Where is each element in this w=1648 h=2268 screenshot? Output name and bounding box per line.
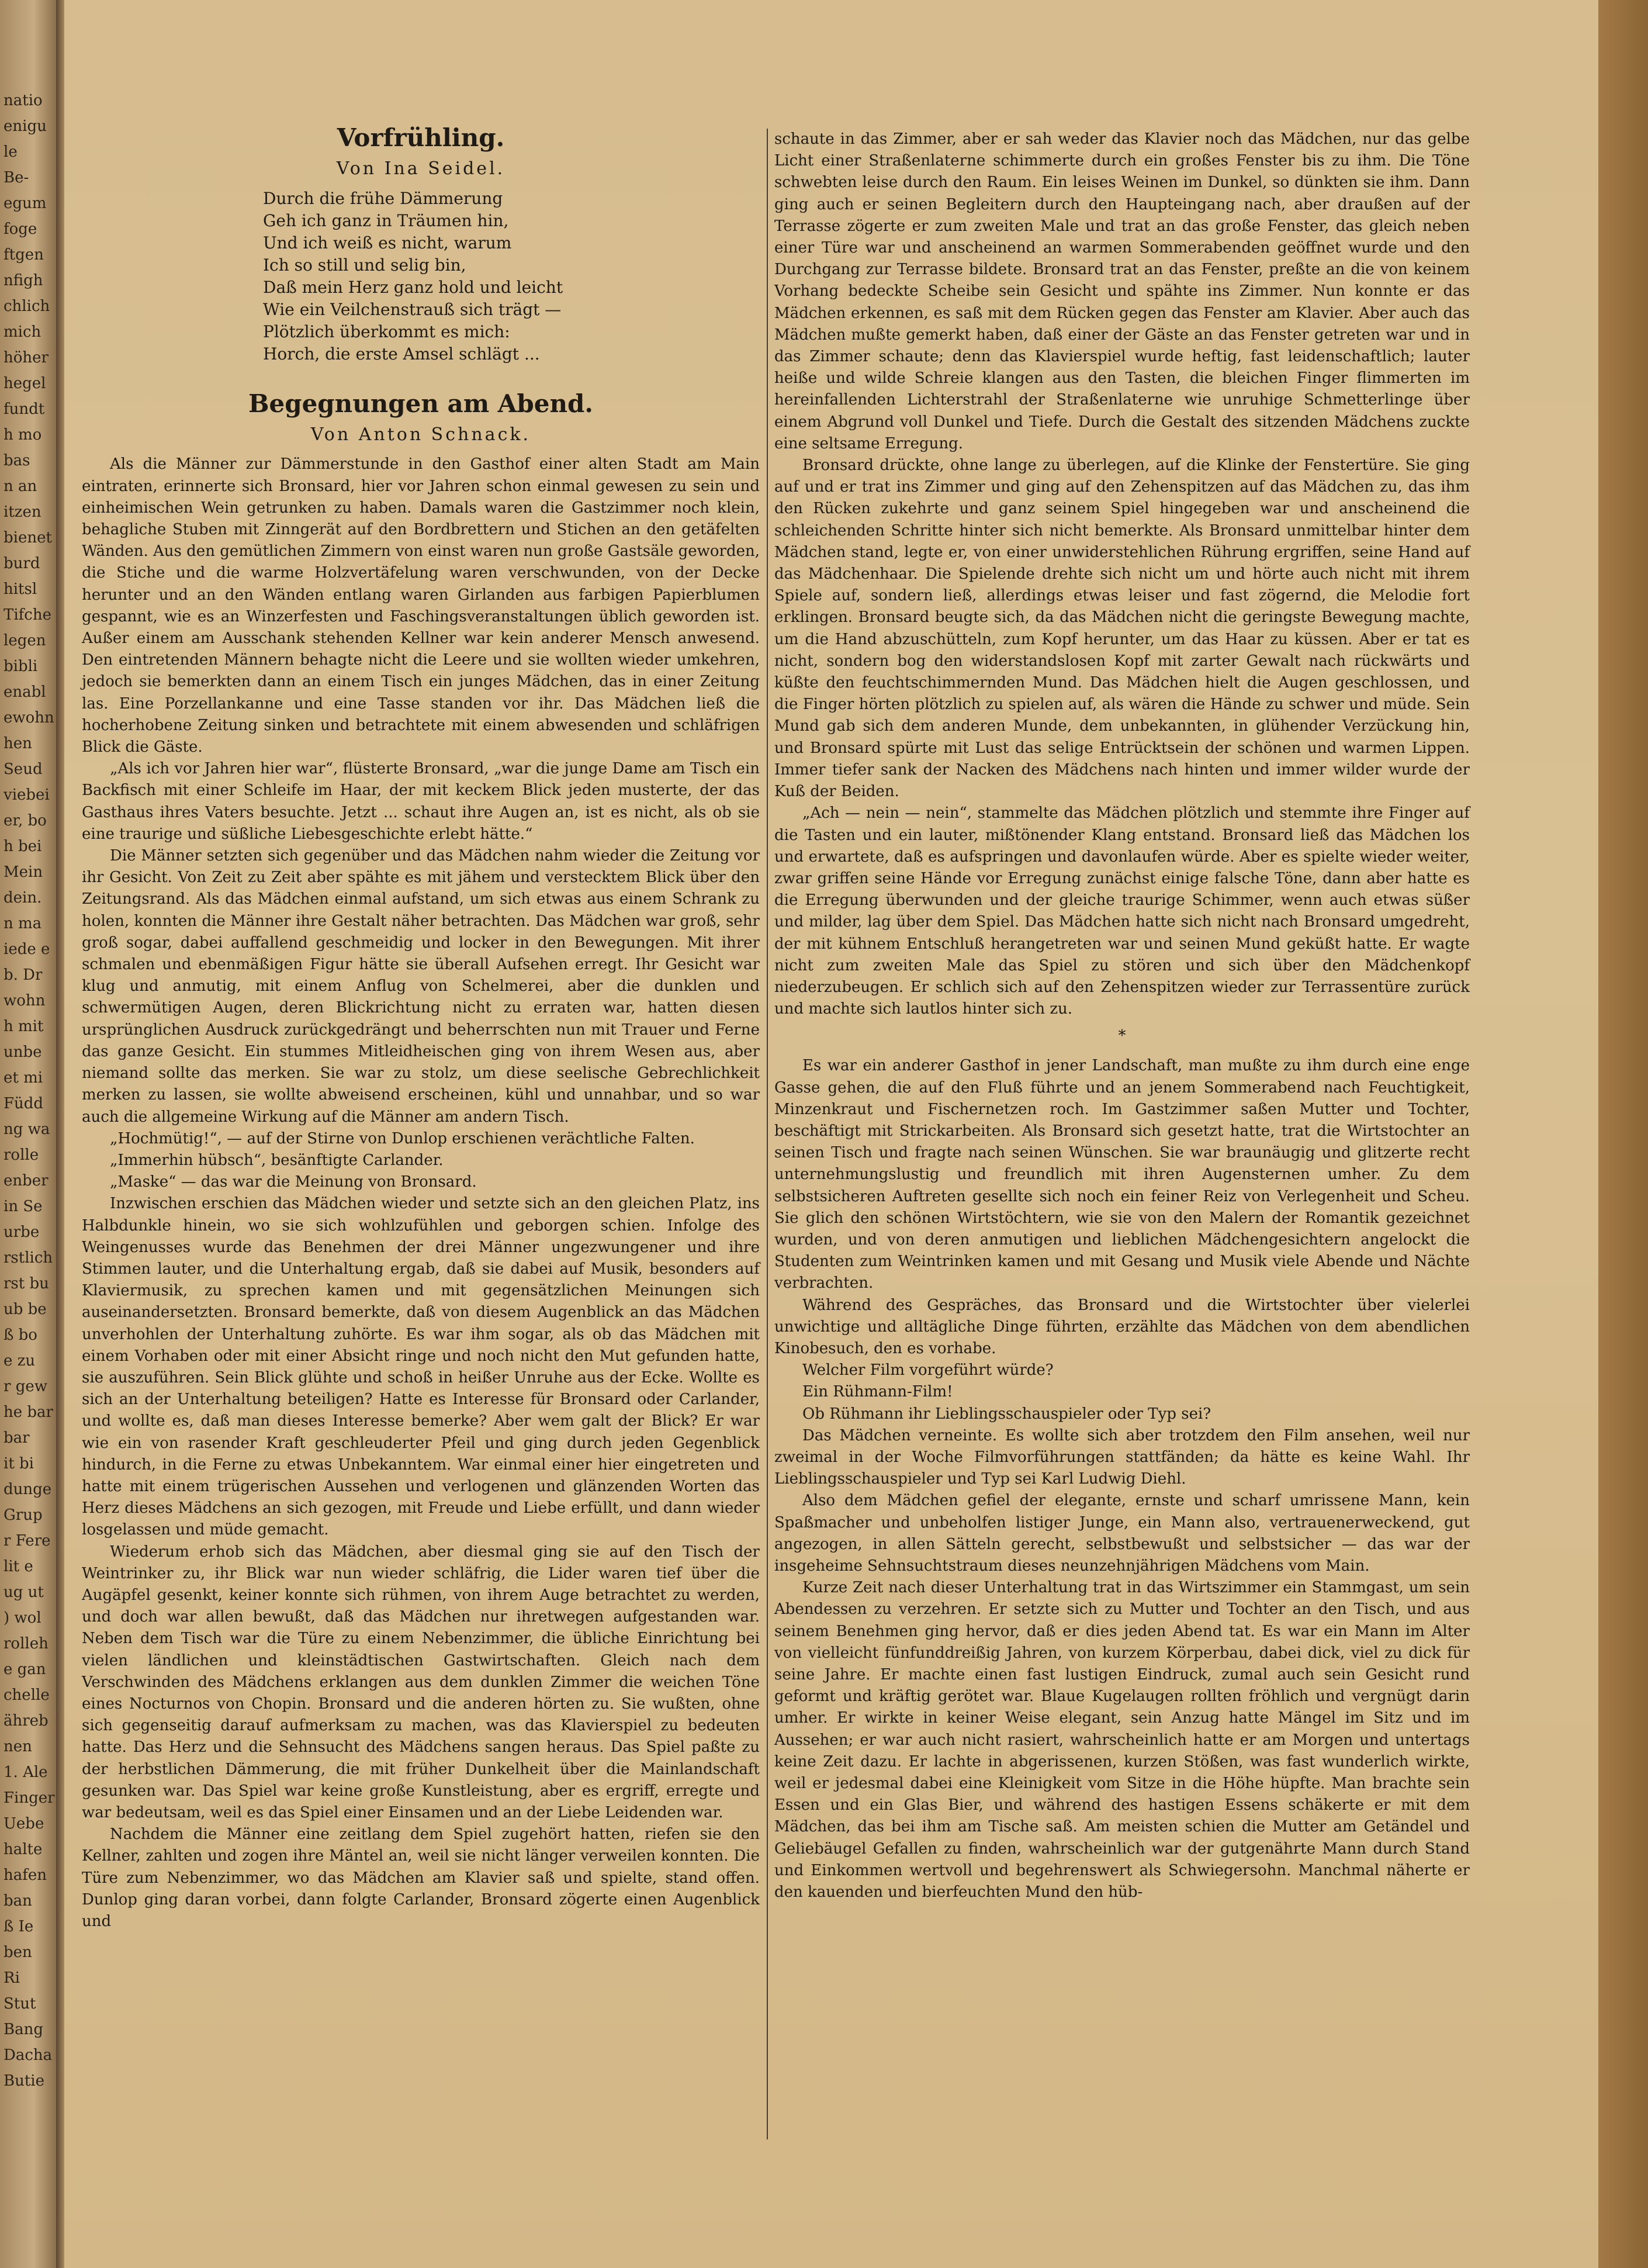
adjacent-page-fragment: Seud: [4, 760, 43, 778]
column-rule: [767, 129, 768, 2139]
adjacent-page-fragment: Füdd: [4, 1095, 44, 1112]
story-paragraph: schaute in das Zimmer, aber er sah weder das Klavier noch das Mädchen, nur das gelbe Licht einer Straßenlaterne schimmerte durch ein großes Fenster bis zu ihm. Die Töne schwebten leise durch den Raum. Ein leises Weinen im Dunkel, so dünkten sie ihm. Dann ging auch er seinen Begleitern durch den Haupteingang nach, aber draußen auf der Terrasse zögerte er zum zweiten Male und trat an das große Fenster, das gleich neben einer Türe war und anscheinend an warmen Sommerabenden geöffnet wurde und den Durchgang zur Terrasse bildete. Bronsard trat an das Fenster, preßte an die von keinem Vorhang bedeckte Scheibe sein Gesicht und spähte ins Zimmer. Nun konnte er das Mädchen erkennen, es saß mit dem Rücken gegen das Fenster am Klavier. Aber auch das Mädchen mußte gemerkt haben, daß einer der Gäste an das Fenster getreten war und in das Zimmer schaute; denn das Klavierspiel wurde heftig, fast leidenschaftlich; lauter heiße und wilde Schreie klangen aus den Tasten, die bleichen Finger flimmerten im hereinfallenden Lichterstrahl der Straßenlaterne wie unruhige Schmetterlinge über einem Abgrund voll Dunkel und Tiefe. Durch die Gestalt des sitzenden Mädchens zuckte eine seltsame Erregung.: [774, 130, 1470, 452]
section-break: *: [1118, 1027, 1126, 1045]
adjacent-page-fragment: rst bu: [4, 1275, 49, 1292]
adjacent-page-fragment: bibli: [4, 658, 38, 675]
adjacent-page-fragment: natio: [4, 92, 43, 109]
poem-line: Ich so still und selig bin,: [263, 255, 466, 275]
adjacent-page-fragment: unbe: [4, 1043, 42, 1061]
adjacent-page-fragment: ß Ie: [4, 1918, 34, 1935]
adjacent-page-fragment: foge: [4, 220, 37, 238]
poem-line: Daß mein Herz ganz hold und leicht: [263, 278, 563, 298]
adjacent-page-fragment: Mein: [4, 863, 43, 881]
adjacent-page-fragment: höher: [4, 349, 49, 367]
adjacent-page-fragment: Stut: [4, 1995, 36, 2013]
adjacent-page-fragment: it bi: [4, 1455, 34, 1472]
story-paragraph: Es war ein anderer Gasthof in jener Landschaft, man mußte zu ihm durch eine enge Gasse gehen, die auf den Fluß führte und an jenem Sommerabend nach Feuchtigkeit, Minzenkraut und Fischernetzen roch. Im Gastzimmer saßen Mutter und Tochter, beschäftigt mit Strickarbeiten. Als Bronsard sich gesetzt hatte, trat die Wirtstochter an seinen Tisch und fragte nach seinen Wünschen. Sie war braunäugig und glitzerte recht unternehmungslustig und freundlich mit ihren Augensternen umher. Zu dem selbstsicheren Auftreten gesellte sich noch ein feiner Reiz von Verlegenheit und Scheu. Sie glich den schönen Wirtstöchtern, wie sie von den Malern der Romantik gezeichnet wurden, und von deren anmutigen und lieblichen Mädchengesichtern angelockt die Studenten zum Weintrinken kamen und mit Gesang und Musik viele Abende und Nächte verbrachten.: [774, 1057, 1470, 1292]
adjacent-page-fragment: le: [4, 143, 18, 161]
adjacent-page-fragment: ug ut: [4, 1584, 44, 1601]
story-paragraph: Inzwischen erschien das Mädchen wieder und setzte sich an den gleichen Platz, ins Halbdunkle hinein, wo sie sich wohlzufühlen und geborgen schien. Infolge des Weingenusses wurde das Benehmen der drei Männer ungezwungener und ihre Stimmen lauter, und die Unterhaltung ergab, daß sie dabei auf Musik, besonders auf Klaviermusik, zu sprechen kamen und mit gegensätzlichen Meinungen sich auseinandersetzten. Bronsard bemerkte, daß von diesem Augenblick an das Mädchen unverhohlen der Unterhaltung zuhörte. Es war ihm sogar, als ob das Mädchen mit einem Vorhaben oder mit einer Absicht ringe und noch nicht den Mut gefunden hatte, sie auszuführen. Sein Blick glühte und schoß in heißer Unruhe aus der Ecke. Wollte es sich an der Unterhaltung beteiligen? Hatte es Interesse für Bronsard oder Carlander, und wollte es, daß man dieses Interesse bemerke? Aber wem galt der Blick? Er war wie ein von rasender Kraft geschleuderter Pfeil und ging durch jeden Gegenblick hindurch, in die Ferne zu etwas Unbekanntem. War einmal einer hier eingetreten und hatte mit einem trügerischen Aussehen und verlogenen und glänzenden Worten das Herz dieses Mädchens an sich gezogen, mit Freude und Liebe erfüllt, und dann wieder losgelassen und müde gemacht.: [82, 1195, 760, 1539]
page-edge: [1598, 0, 1648, 2268]
adjacent-page-fragment: rolle: [4, 1146, 39, 1164]
adjacent-page-fragment: ewohn: [4, 709, 54, 727]
poem-line: Durch die frühe Dämmerung: [263, 189, 503, 209]
adjacent-page-fragment: nen: [4, 1738, 32, 1755]
poem-line: Wie ein Veilchenstrauß sich trägt —: [263, 300, 562, 320]
poem-line: Und ich weiß es nicht, warum: [263, 233, 512, 253]
story-paragraph: Wiederum erhob sich das Mädchen, aber diesmal ging sie auf den Tisch der Weintrinker zu, ihr Blick war nun wieder schläfrig, die Lider waren tief über die Augäpfel gesenkt, keiner konnte sich rühmen, von ihrem Auge betrachtet zu werden, und doch war allen bewußt, daß das Mädchen nur ihretwegen aufgestanden war. Neben dem Tisch war die Türe zu einem Nebenzimmer, die übliche Einrichtung bei vielen ländlichen und kleinstädtischen Gastwirtschaften. Gleich nach dem Verschwinden des Mädchens erklangen aus dem dunklen Zimmer die weichen Töne eines Nocturnos von Chopin. Bronsard und die anderen hörten zu. Sie wußten, ohne sich gegenseitig darauf aufmerksam zu machen, was das Klavierspiel zu bedeuten hatte. Das Herz und die Sehnsucht des Mädchens sangen heraus. Das Spiel paßte zu der herbstlichen Dämmerung, die mit früher Dunkelheit über die Mainlandschaft gesunken war. Das Spiel war keine große Kunstleistung, aber es ergriff, erregte und war bedeutsam, weil es das Spiel einer Einsamen und an der Liebe Leidenden war.: [82, 1543, 760, 1821]
story-paragraph: „Maske“ — das war die Meinung von Bronsard.: [110, 1173, 477, 1191]
story-paragraph: Als die Männer zur Dämmerstunde in den Gasthof einer alten Stadt am Main eintraten, erinnerte sich Bronsard, hier vor Jahren schon einmal gewesen zu sein und einheimischen Wein getrunken zu haben. Damals waren die Gastzimmer noch klein, behagliche Stuben mit Zinngerät auf den Bordbrettern und Stichen an den getäfelten Wänden. Aus den gemütlichen Zimmern von einst waren nun große Gastsäle geworden, die Stiche und die warme Holzvertäfelung waren verschwunden, von der Decke herunter und an den Wänden entlang waren Girlanden aus farbigen Papierblumen gespannt, wie es an Winzerfesten und Faschingsveranstaltungen üblich geworden ist. Außer einem am Ausschank stehenden Kellner war kein anderer Mensch anwesend. Den eintretenden Männern behagte nicht die Leere und sie wollten wieder umkehren, jedoch sie bemerkten dann an einem Tisch ein junges Mädchen, das in einer Zeitung las. Eine Porzellankanne und eine Tasse standen vor ihr. Das Mädchen ließ die hocherhobene Zeitung sinken und betrachtete mit einem abwesenden und schläfrigen Blick die Gäste.: [82, 455, 760, 756]
story-paragraph: Also dem Mädchen gefiel der elegante, ernste und scharf umrissene Mann, kein Spaßmacher und unbeholfen listiger Junge, ein Mann also, vertrauenerweckend, gut angezogen, in allen Sätteln gerecht, selbstbewußt und selbstsicher — das war der insgeheime Sehnsuchtstraum dieses neunzehnjährigen Mädchens vom Main.: [774, 1492, 1470, 1575]
adjacent-page-fragment: he bar: [4, 1403, 53, 1421]
adjacent-page-fragment: b. Dr: [4, 966, 43, 984]
adjacent-page-fragment: Finger: [4, 1789, 55, 1807]
adjacent-page-fragment: in Se: [4, 1198, 43, 1215]
adjacent-page-fragment: hitsl: [4, 580, 37, 598]
poem-line: Horch, die erste Amsel schlägt ...: [263, 344, 540, 364]
adjacent-page-fragment: bas: [4, 452, 30, 469]
adjacent-page-fragment: rolleh: [4, 1635, 49, 1652]
adjacent-page-fragment: ß bo: [4, 1326, 37, 1344]
dialogue-line: Welcher Film vorgeführt würde?: [802, 1361, 1054, 1380]
adjacent-page-fragment: h bei: [4, 838, 42, 855]
adjacent-page-fragment: enber: [4, 1172, 49, 1190]
poem-body: [263, 188, 760, 365]
adjacent-page-fragment: lit e: [4, 1558, 33, 1575]
adjacent-page-fragment: e zu: [4, 1352, 36, 1370]
adjacent-page-fragment: n ma: [4, 915, 42, 932]
dialogue-line: Ob Rühmann ihr Lieblingsschauspieler oder Typ sei?: [802, 1405, 1211, 1423]
adjacent-page-fragment: halte: [4, 1841, 43, 1858]
adjacent-page-fragment: dunge: [4, 1481, 52, 1498]
story-paragraph: Bronsard drückte, ohne lange zu überlegen, auf die Klinke der Fenstertüre. Sie ging auf und er trat ins Zimmer und ging auf den Zehenspitzen auf das Mädchen zu, das ihm den Rücken zukehrte und ganz seinem Spiel hingegeben war und anscheinend die schleichenden Schritte hinter sich nicht bemerkte. Als Bronsard unmittelbar hinter dem Mädchen stand, legte er, von einer unwiderstehlichen Rührung ergriffen, seine Hand auf das Mädchenhaar. Die Spielende drehte sich nicht um und hörte auch nicht mit ihrem Spiele auf, sondern ließ, allerdings etwas leiser und fast zögernd, die Melodie fort erklingen. Bronsard beugte sich, da das Mädchen nicht die geringste Bewegung machte, um die Hand abzuschütteln, zum Kopf herunter, um das Haar zu küssen. Aber er tat es nicht, sondern bog den widerstandslosen Kopf mit zarter Gewalt nach rückwärts und küßte den feuchtschimmernden Mund. Das Mädchen hielt die Augen geschlossen, und die Finger hörten plötzlich zu spielen auf, als wären die Hände zu schwer und müde. Sein Mund gab sich dem anderen Munde, dem unbekannten, in glühender Verzückung hin, und Bronsard spürte mit Lust das selige Entrücktsein der schönen und warmen Lippen. Immer tiefer sank der Nacken des Mädchens nach hinten und immer wilder wurde der Kuß der Beiden.: [774, 457, 1470, 801]
adjacent-page-fragment: chlich: [4, 298, 50, 315]
story-title: Begegnungen am Abend.: [248, 389, 593, 419]
dialogue-line: Ein Rühmann-Film!: [802, 1383, 953, 1401]
right-column: [774, 129, 1470, 1903]
adjacent-page-fragment: enigu: [4, 117, 47, 135]
adjacent-page-fragment: urbe: [4, 1223, 40, 1241]
story-paragraph: Kurze Zeit nach dieser Unterhaltung trat in das Wirtszimmer ein Stammgast, um sein Abendessen zu verzehren. Er setzte sich zu Mutter und Tochter an den Tisch, und aus seinem Benehmen ging hervor, daß er dies jeden Abend tat. Es war ein Mann im Alter von vielleicht fünfunddreißig Jahren, von kurzem Körperbau, dabei dick, viel zu dick für seine Jahre. Er machte einen fast lustigen Eindruck, zumal auch sein Gesicht rund geformt und kräftig gerötet war. Blaue Kugelaugen rollten fröhlich und vergnügt darin umher. Er wirkte in keiner Weise elegant, sein Anzug hatte Mängel im Sitz und im Aussehen; er war auch nicht rasiert, wahrscheinlich hatte er am Morgen und untertags keine Zeit dazu. Er lachte in abgerissenen, kurzen Stößen, was fast wunderlich wirkte, weil er jedesmal dabei eine Kleinigkeit vom Sitze in die Höhe hüpfte. Man brachte sein Essen und ein Glas Bier, und während des hastigen Essens schäkerte er mit dem Mädchen, das bei ihm am Tische saß. Am meisten schien die Mutter am Getändel und Geliebäugel Gefallen zu finden, wahrscheinlich war der gutgenährte Mann durch Stand und Einkommen wertvoll und begehrenswert als Schwiegersohn. Manchmal näherte er den kauenden und bierfeuchten Mund den hüb-: [774, 1579, 1470, 1901]
story-paragraph: „Als ich vor Jahren hier war“, flüsterte Bronsard, „war die junge Dame am Tisch ein Backfisch mit einer Schleife im Haar, der mit keckem Blick jeden musterte, der das Gasthaus ihres Vaters besuchte. Jetzt ... schaut ihre Augen an, ist es nicht, als ob sie eine traurige und süßliche Liebesgeschichte erlebt hätte.“: [82, 760, 760, 843]
adjacent-page-fragment: Grup: [4, 1506, 43, 1524]
adjacent-page-fragment: e gan: [4, 1661, 46, 1678]
adjacent-page-fragment: ben: [4, 1944, 32, 1961]
adjacent-page-fragment: ub be: [4, 1301, 47, 1318]
adjacent-page-fragment: bar: [4, 1429, 30, 1447]
adjacent-page-fragment: ftgen: [4, 246, 44, 264]
adjacent-page-fragment: Tifche: [4, 606, 51, 624]
adjacent-page-fragment: ng wa: [4, 1121, 50, 1138]
poem-byline: Von Ina Seidel.: [336, 158, 506, 179]
poem-line: Plötzlich überkommt es mich:: [263, 322, 510, 342]
story-paragraph: „Hochmütig!“, — auf der Stirne von Dunlop erschienen verächtliche Falten.: [110, 1129, 695, 1147]
adjacent-page-fragment: viebei: [4, 786, 50, 804]
story-byline: Von Anton Schnack.: [310, 424, 531, 445]
adjacent-page-fragment: mich: [4, 323, 41, 341]
adjacent-page-fragment: enabl: [4, 683, 46, 701]
story-paragraph: „Immerhin hübsch“, besänftigte Carlander.: [110, 1151, 444, 1169]
adjacent-page-fragment: r gew: [4, 1378, 47, 1395]
adjacent-page-strip: [0, 0, 56, 2268]
adjacent-page-fragment: chelle: [4, 1686, 50, 1704]
story-paragraph: Während des Gespräches, das Bronsard und die Wirtstochter über vielerlei unwichtige und alltägliche Dinge führten, erzählte das Mädchen von dem abendlichen Kinobesuch, den es vorhabe.: [774, 1296, 1470, 1357]
adjacent-page-fragment: Be-: [4, 169, 29, 186]
adjacent-page-fragment: hafen: [4, 1866, 47, 1884]
adjacent-page-fragment: legen: [4, 632, 46, 649]
adjacent-page-fragment: Ri: [4, 1969, 20, 1987]
adjacent-page-fragment: et mi: [4, 1069, 43, 1087]
story-paragraph: Die Männer setzten sich gegenüber und das Mädchen nahm wieder die Zeitung vor ihr Gesicht. Von Zeit zu Zeit aber spähte es mit jähem und verstecktem Blick über den Zeitungsrand. Als das Mädchen einmal aufstand, um sich etwas aus einem Schrank zu holen, konnten die Männer ihre Gestalt näher betrachten. Das Mädchen war groß, sehr groß sogar, dabei auffallend geschmeidig und locker in den Bewegungen. Mit ihrer schmalen und ebenmäßigen Figur hätte sie überall Aufsehen erregt. Ihr Gesicht war klug und anmutig, mit einem Anflug von Schelmerei, aber die dunklen und schwermütigen Augen, deren Blickrichtung nicht zu erraten war, hatten diesen ursprünglichen Ausdruck zurückgedrängt und beherrschten nun mit Trauer und Ferne das ganze Gesicht. Ein stummes Mitleidheischen ging von ihrem Wesen aus, aber niemand sollte das merken. Sie war zu stolz, um diese seelische Gebrechlichkeit merken zu lassen, sie wollte abweisend erscheinen, kühl und unnahbar, und so war auch die allgemeine Wirkung auf die Männer am andern Tisch.: [82, 847, 760, 1126]
adjacent-page-fragment: burd: [4, 555, 40, 572]
adjacent-page-fragment: hen: [4, 735, 32, 752]
newspaper-page: [64, 0, 1598, 2268]
story-paragraph: „Ach — nein — nein“, stammelte das Mädchen plötzlich und stemmte ihre Finger auf die Tasten und ein lauter, mißtönender Klang entstand. Bronsard ließ das Mädchen los und erwartete, daß es aufspringen und davonlaufen würde. Aber es spielte wieder weiter, zwar griffen seine Hände vor Erregung zunächst einige falsche Töne, dann aber hatte es die Erregung überwunden und der gleiche traurige Schimmer, wenn auch etwas süßer und milder, lag über dem Spiel. Das Mädchen hatte sich nicht nach Bronsard umgedreht, der mit kühnem Entschluß herangetreten war und seinen Mund geküßt hatte. Er wagte nicht zum zweiten Male das Spiel zu stören und sich über den Mädchenkopf niederzubeugen. Er schlich sich auf den Zehenspitzen wieder zur Terrassentüre zurück und machte sich lautlos hinter sich zu.: [774, 804, 1470, 1018]
adjacent-page-fragment: r Fere: [4, 1532, 51, 1550]
adjacent-page-fragment: Uebe: [4, 1815, 44, 1833]
adjacent-page-fragment: hegel: [4, 375, 46, 392]
adjacent-page-fragment: itzen: [4, 503, 41, 521]
adjacent-page-fragment: bienet: [4, 529, 52, 547]
adjacent-page-fragment: 1. Ale: [4, 1764, 48, 1781]
poem-title: Vorfrühling.: [337, 123, 505, 152]
adjacent-page-fragment: ähreb: [4, 1712, 49, 1730]
adjacent-page-fragment: fundt: [4, 400, 45, 418]
poem-line: Geh ich ganz in Träumen hin,: [263, 211, 509, 231]
adjacent-page-fragment: egum: [4, 195, 47, 212]
adjacent-page-fragment: h mo: [4, 426, 42, 444]
adjacent-page-fragment: ban: [4, 1892, 32, 1910]
adjacent-page-fragment: n an: [4, 478, 37, 495]
adjacent-page-fragment: dein.: [4, 889, 42, 907]
adjacent-page-fragment: nfigh: [4, 272, 43, 289]
book-gutter: [56, 0, 64, 2268]
adjacent-page-fragment: er, bo: [4, 812, 47, 829]
story-paragraph: Nachdem die Männer eine zeitlang dem Spiel zugehört hatten, riefen sie den Kellner, zahlten und zogen ihre Mäntel an, weil sie nicht länger verweilen konnten. Die Türe zum Nebenzimmer, wo das Mädchen am Klavier saß und spielte, stand offen. Dunlop ging daran vorbei, dann folgte Carlander, Bronsard zögerte einen Augenblick und: [82, 1826, 760, 1931]
adjacent-page-fragment: ) wol: [4, 1609, 41, 1627]
adjacent-page-fragment: wohn: [4, 992, 46, 1009]
adjacent-page-fragment: Bang: [4, 2021, 43, 2038]
story-paragraph: Das Mädchen verneinte. Es wollte sich aber trotzdem den Film ansehen, weil nur zweimal in der Woche Filmvorführungen stattfänden; da hätte es keine Wahl. Ihr Lieblingsschauspieler und Typ sei Karl Ludwig Diehl.: [774, 1426, 1470, 1488]
adjacent-page-fragment: rstlich: [4, 1249, 53, 1267]
adjacent-page-fragment: Butie: [4, 2072, 45, 2090]
left-column: [82, 123, 760, 1932]
adjacent-page-fragment: iede e: [4, 941, 50, 958]
adjacent-page-fragment: h mit: [4, 1018, 44, 1035]
adjacent-page-fragment: Dacha: [4, 2046, 53, 2064]
